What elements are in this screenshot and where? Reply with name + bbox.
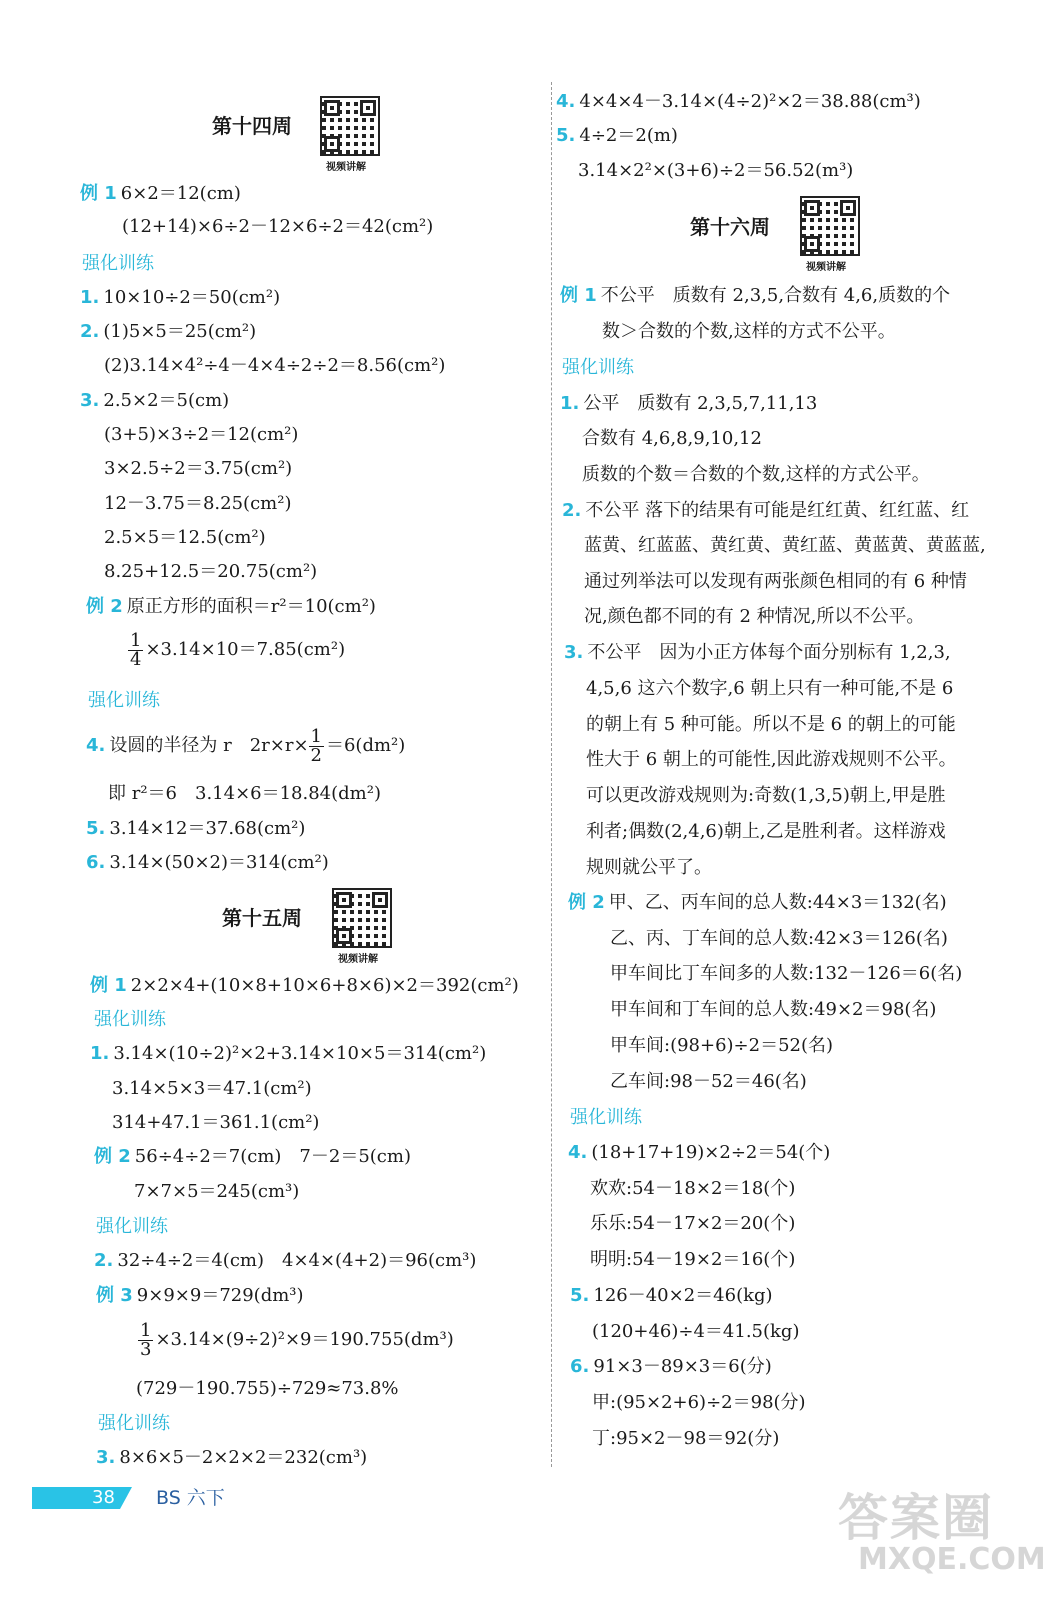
answer-line: 性大于 6 朝上的可能性,因此游戏规则不公平。 [586, 749, 957, 770]
page-number: 38 [92, 1487, 115, 1508]
answer-4: 4. 4×4×4－3.14×(4÷2)²×2＝38.88(cm³) [556, 91, 921, 112]
answer-line: $\frac{1}{4}$ ×3.14×10＝7.85(cm²) [130, 629, 346, 670]
answer-line: 2.5×5＝12.5(cm²) [104, 527, 266, 548]
answer-line: 质数的个数＝合数的个数,这样的方式公平。 [582, 464, 930, 485]
answer-line: 欢欢:54－18×2＝18(个) [590, 1178, 796, 1199]
qr-code-icon[interactable] [800, 196, 860, 256]
week15-title: 第十五周 [222, 906, 302, 930]
answer-2: 2. 不公平 落下的结果有可能是红红黄、红红蓝、红 [562, 500, 970, 521]
answer-line: 即 r²＝6 3.14×6＝18.84(dm²) [108, 783, 381, 804]
answer-line: (3+5)×3÷2＝12(cm²) [104, 424, 299, 445]
example-1: 例 1 6×2＝12(cm) [80, 183, 241, 204]
answer-line: 4,5,6 这六个数字,6 朝上只有一种可能,不是 6 [586, 678, 954, 699]
answer-line: 12－3.75＝8.25(cm²) [104, 493, 292, 514]
answer-line: 数＞合数的个数,这样的方式不公平。 [602, 321, 896, 342]
answer-line: 甲车间:(98+6)÷2＝52(名) [610, 1035, 834, 1056]
answer-line: (120+46)÷4＝41.5(kg) [592, 1321, 800, 1342]
answer-line: 乐乐:54－17×2＝20(个) [590, 1213, 796, 1234]
answer-line: 乙车间:98－52＝46(名) [610, 1071, 807, 1092]
answer-line: 甲车间比丁车间多的人数:132－126＝6(名) [610, 963, 963, 984]
example-2: 例 2 甲、乙、丙车间的总人数:44×3＝132(名) [568, 892, 947, 913]
section-heading: 强化训练 [94, 1009, 166, 1030]
qr-caption: 视频讲解 [806, 262, 846, 273]
answer-line: 314+47.1＝361.1(cm²) [112, 1112, 320, 1133]
answer-2: 2. (1)5×5＝25(cm²) [80, 321, 257, 342]
answer-line: 甲车间和丁车间的总人数:49×2＝98(名) [610, 999, 937, 1020]
section-heading: 强化训练 [96, 1216, 168, 1237]
answer-line: 8.25+12.5＝20.75(cm²) [104, 561, 318, 582]
qr-caption: 视频讲解 [326, 162, 366, 173]
week14-title: 第十四周 [212, 114, 292, 138]
example-2: 例 2 原正方形的面积＝r²＝10(cm²) [86, 596, 376, 617]
section-heading: 强化训练 [562, 357, 634, 378]
answer-line: 7×7×5＝245(cm³) [134, 1181, 300, 1202]
answer-line: (12+14)×6÷2－12×6÷2＝42(cm²) [122, 216, 434, 237]
answer-1: 1. 3.14×(10÷2)²×2+3.14×10×5＝314(cm²) [90, 1043, 487, 1064]
answer-line: 蓝黄、红蓝蓝、黄红黄、黄红蓝、黄蓝黄、黄蓝蓝, [584, 535, 986, 556]
example-label: 例 1 [80, 183, 117, 204]
answer-line: (2)3.14×4²÷4－4×4÷2÷2＝8.56(cm²) [104, 355, 446, 376]
answer-line: 通过列举法可以发现有两张颜色相同的有 6 种情 [584, 571, 967, 592]
edition-label: BS 六下 [156, 1487, 225, 1509]
watermark-url: MXQE.COM [858, 1542, 1046, 1577]
answer-line: 合数有 4,6,8,9,10,12 [582, 428, 762, 449]
example-1: 例 1 不公平 质数有 2,3,5,合数有 4,6,质数的个 [560, 285, 951, 306]
answer-6: 6. 3.14×(50×2)＝314(cm²) [86, 852, 329, 873]
answer-line: 利者;偶数(2,4,6)朝上,乙是胜利者。这样游戏 [586, 821, 946, 842]
answer-5: 5. 3.14×12＝37.68(cm²) [86, 818, 306, 839]
watermark-logo [838, 1470, 1046, 1590]
section-heading: 强化训练 [82, 253, 154, 274]
answer-5: 5. 4÷2＝2(m) [556, 125, 678, 146]
answer-line: 3.14×2²×(3+6)÷2＝56.52(m³) [578, 160, 854, 181]
qr-code-icon[interactable] [332, 888, 392, 948]
answer-1: 1. 公平 质数有 2,3,5,7,11,13 [560, 393, 818, 414]
answer-line: 明明:54－19×2＝16(个) [590, 1249, 796, 1270]
answer-3: 3. 2.5×2＝5(cm) [80, 390, 230, 411]
answer-1: 1. 10×10÷2＝50(cm²) [80, 287, 281, 308]
qr-code-icon[interactable] [320, 96, 380, 156]
column-divider [551, 82, 552, 1467]
answer-line: (729－190.755)÷729≈73.8% [136, 1378, 399, 1399]
fraction: $\frac{1}{2}$ [310, 725, 322, 766]
page-number-band [32, 1487, 132, 1509]
answer-line: 乙、丙、丁车间的总人数:42×3＝126(名) [610, 928, 948, 949]
answer-line: 可以更改游戏规则为:奇数(1,3,5)朝上,甲是胜 [586, 785, 946, 806]
answer-line: $\frac{1}{3}$ ×3.14×(9÷2)²×9＝190.755(dm³) [140, 1319, 454, 1360]
answer-line: 规则就公平了。 [586, 857, 712, 878]
section-heading: 强化训练 [98, 1413, 170, 1434]
answer-3: 3. 8×6×5－2×2×2＝232(cm³) [96, 1447, 368, 1468]
answer-line: 的朝上有 5 种可能。所以不是 6 的朝上的可能 [586, 714, 956, 735]
answer-5: 5. 126－40×2＝46(kg) [570, 1285, 773, 1306]
watermark-text: 答案圈 [838, 1489, 994, 1547]
answer-4: 4. (18+17+19)×2÷2＝54(个) [568, 1142, 831, 1163]
answer-2: 2. 32÷4÷2＝4(cm) 4×4×(4+2)＝96(cm³) [94, 1250, 477, 1271]
fraction: $\frac{1}{3}$ [140, 1319, 152, 1360]
answer-line: 3.14×5×3＝47.1(cm²) [112, 1078, 312, 1099]
answer-line: 丁:95×2－98＝92(分) [592, 1428, 780, 1449]
fraction: $\frac{1}{4}$ [130, 629, 142, 670]
qr-caption: 视频讲解 [338, 954, 378, 965]
section-heading: 强化训练 [570, 1107, 642, 1128]
week16-title: 第十六周 [690, 215, 770, 239]
answer-line: 3×2.5÷2＝3.75(cm²) [104, 458, 293, 479]
answer-3: 3. 不公平 因为小正方体每个面分别标有 1,2,3, [564, 642, 951, 663]
answer-6: 6. 91×3－89×3＝6(分) [570, 1356, 772, 1377]
answer-line: 况,颜色都不同的有 2 种情况,所以不公平。 [584, 606, 925, 627]
example-1: 例 1 2×2×4+(10×8+10×6+8×6)×2＝392(cm²) [90, 975, 519, 996]
answer-4: 4. 设圆的半径为 r 2r×r× $\frac{1}{2}$ ＝6(dm²) [86, 725, 406, 766]
example-3: 例 3 9×9×9＝729(dm³) [96, 1285, 304, 1306]
example-2: 例 2 56÷4÷2＝7(cm) 7－2＝5(cm) [94, 1146, 411, 1167]
answer-line: 甲:(95×2+6)÷2＝98(分) [592, 1392, 806, 1413]
section-heading: 强化训练 [88, 690, 160, 711]
